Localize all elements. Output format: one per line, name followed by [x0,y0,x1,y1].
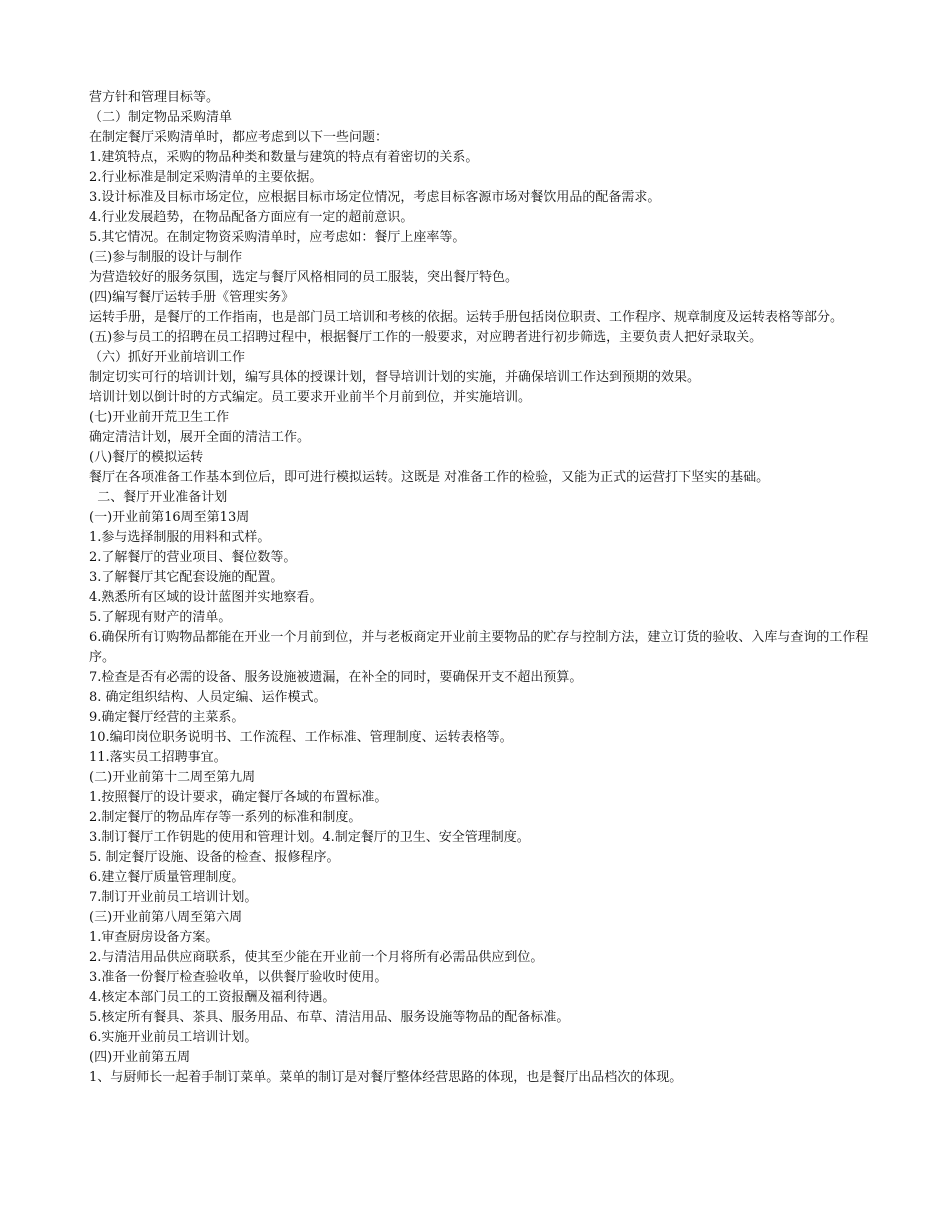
list-item: 5.核定所有餐具、茶具、服务用品、布草、清洁用品、服务设施等物品的配备标准。 [89,1010,570,1025]
paragraph-line: 运转手册，是餐厅的工作指南，也是部门员工培训和考核的依据。运转手册包括岗位职责、工作程序、规章制度及运转表格等部分。 [89,310,844,325]
section-heading: (八)餐厅的模拟运转 [89,450,204,465]
list-item: 1.按照餐厅的设计要求，确定餐厅各域的布置标准。 [89,790,388,805]
list-item: 7.检查是否有必需的设备、服务设施被遗漏，在补全的同时，要确保开支不超出预算。 [89,670,583,685]
list-item: 1.参与选择制服的用料和式样。 [89,530,271,545]
list-item: 3.了解餐厅其它配套设施的配置。 [89,570,284,585]
paragraph-line: 确定清洁计划，展开全面的清洁工作。 [89,430,311,445]
list-item: 10.编印岗位职务说明书、工作流程、工作标准、管理制度、运转表格等。 [89,730,513,745]
paragraph-line: 营方针和管理目标等。 [89,90,220,105]
section-heading: (三)参与制服的设计与制作 [89,250,243,265]
list-item: 1.审查厨房设备方案。 [89,930,219,945]
list-item: 5.了解现有财产的清单。 [89,610,232,625]
list-item: 5. 制定餐厅设施、设备的检查、报修程序。 [89,850,340,865]
paragraph-line: 制定切实可行的培训计划，编写具体的授课计划，督导培训计划的实施，并确保培训工作达到预期的效果。 [89,370,701,385]
list-item: 9.确定餐厅经营的主菜系。 [89,710,245,725]
list-item: 2.制定餐厅的物品库存等一系列的标准和制度。 [89,810,362,825]
section-heading: (四)编写餐厅运转手册《管理实务》 [89,290,295,305]
document-body [89,88,869,1088]
list-item: 4.核定本部门员工的工资报酬及福利待遇。 [89,990,336,1005]
list-item: 3.设计标准及目标市场定位，应根据目标市场定位情况，考虑目标客源市场对餐饮用品的配备需求。 [89,190,661,205]
list-item: 6.建立餐厅质量管理制度。 [89,870,245,885]
section-heading: (七)开业前开荒卫生工作 [89,410,230,425]
list-item: 1、与厨师长一起着手制订菜单。菜单的制订是对餐厅整体经营思路的体现，也是餐厅出品档次的体现。 [89,1070,683,1085]
list-item: 2.与清洁用品供应商联系，使其至少能在开业前一个月将所有必需品供应到位。 [89,950,544,965]
list-item: 6.确保所有订购物品都能在开业一个月前到位，并与老板商定开业前主要物品的贮存与控制方法，建立订货的验收、入库与查询的工作程序。 [89,630,869,665]
list-item: 1.建筑特点，采购的物品种类和数量与建筑的特点有着密切的关系。 [89,150,479,165]
section-heading: (五)参与员工的招聘在员工招聘过程中，根据餐厅工作的一般要求，对应聘者进行初步筛选，主要负责人把好录取关。 [89,330,763,345]
list-item: 2.行业标准是制定采购清单的主要依据。 [89,170,323,185]
list-item: 2.了解餐厅的营业项目、餐位数等。 [89,550,297,565]
section-heading: （六）抓好开业前培训工作 [89,350,246,365]
section-heading: (三)开业前第八周至第六周 [89,910,243,925]
section-heading: (二)开业前第十二周至第九周 [89,770,256,785]
paragraph-line: 在制定餐厅采购清单时，都应考虑到以下一些问题： [89,130,389,145]
list-item: 4.行业发展趋势，在物品配备方面应有一定的超前意识。 [89,210,414,225]
list-item: 11.落实员工招聘事宜。 [89,750,227,765]
list-item: 3.准备一份餐厅检查验收单，以供餐厅验收时使用。 [89,970,388,985]
list-item: 3.制订餐厅工作钥匙的使用和管理计划。4.制定餐厅的卫生、安全管理制度。 [89,830,530,845]
paragraph-line: 为营造较好的服务氛围，选定与餐厅风格相同的员工服装，突出餐厅特色。 [89,270,519,285]
list-item: 6.实施开业前员工培训计划。 [89,1030,258,1045]
list-item: 7.制订开业前员工培训计划。 [89,890,258,905]
paragraph-line: 餐厅在各项准备工作基本到位后，即可进行模拟运转。这既是 对准备工作的检验，又能为正式的运营打下坚实的基础。 [89,470,770,485]
list-item: 4.熟悉所有区域的设计蓝图并实地察看。 [89,590,323,605]
list-item: 5.其它情况。在制定物资采购清单时，应考虑如：餐厅上座率等。 [89,230,466,245]
section-heading: （二）制定物品采购清单 [89,110,233,125]
chapter-heading: 二、餐厅开业准备计划 [89,490,228,505]
section-heading: (一)开业前第16周至第13周 [89,510,250,525]
section-heading: (四)开业前第五周 [89,1050,191,1065]
list-item: 8. 确定组织结构、人员定编、运作模式。 [89,690,327,705]
paragraph-line: 培训计划以倒计时的方式编定。员工要求开业前半个月前到位，并实施培训。 [89,390,532,405]
